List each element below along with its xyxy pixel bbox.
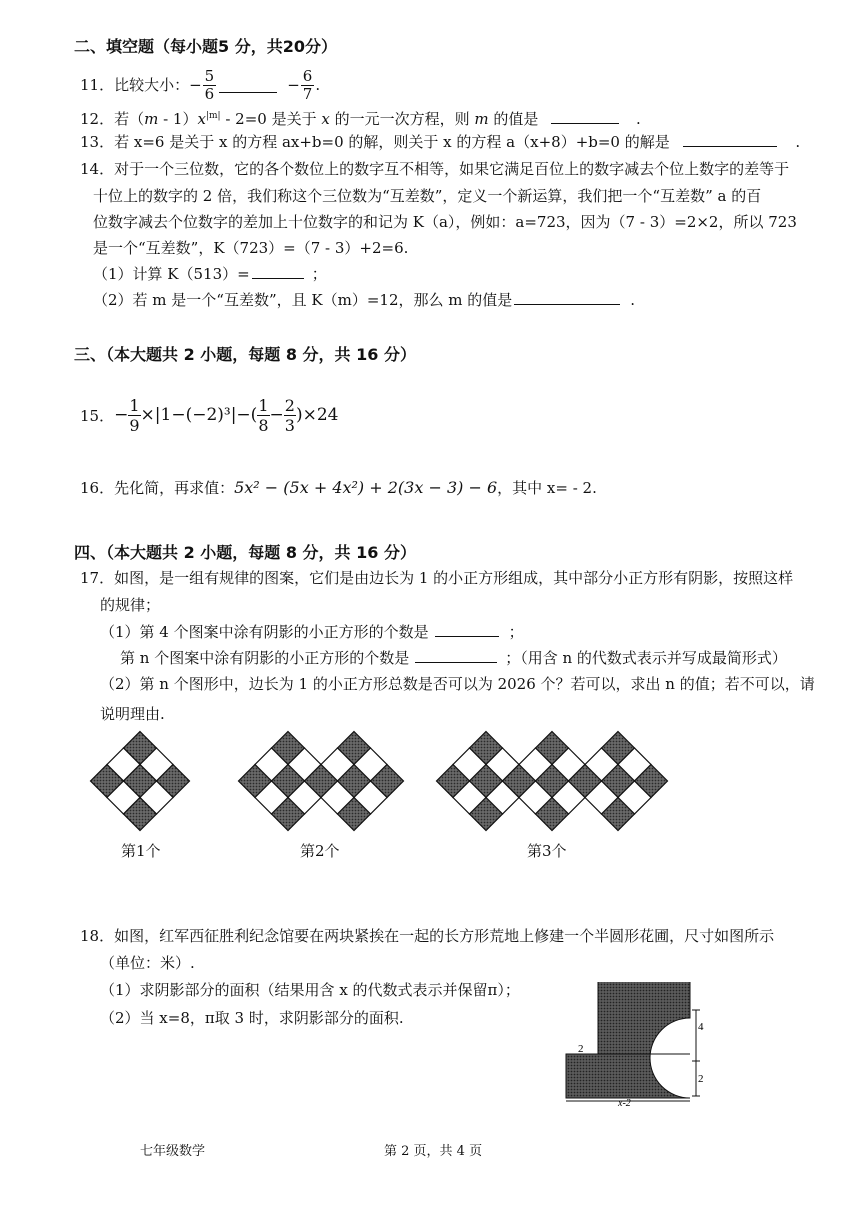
q11-f2-den: 7 xyxy=(302,84,313,103)
q15-fraction-1 xyxy=(128,396,140,435)
dim-label-4: 4 xyxy=(698,1021,704,1033)
q14-part-1 xyxy=(93,264,327,284)
q14-line-1: 14．对于一个三位数，它的各个数位上的数字互不相等，如果它满足百位上的数字减去个位上数字的差等于 xyxy=(80,160,790,178)
q11-fraction-1 xyxy=(203,68,217,103)
q11-fraction-2 xyxy=(301,68,315,103)
footer-page-number: 第 2 页，共 4 页 xyxy=(384,1144,483,1159)
q17-part-2b: 说明理由. xyxy=(100,705,165,723)
q15-f1-num: 1 xyxy=(129,395,140,415)
q13-text: 13．若 x=6 是关于 x 的方程 ax+b=0 的解，则关于 x 的方程 a（x+8）+b=0 的解是 xyxy=(80,133,670,151)
pattern-figures xyxy=(0,728,867,838)
q12-text-c: - 2=0 是关于 xyxy=(220,110,322,128)
q14-line-3: 位数字减去个位数字的差加上十位数字的和记为 K（a），例如：a=723，因为（7 - 3）=2×2，所以 723 xyxy=(93,213,797,231)
q17-part-1b xyxy=(120,648,787,668)
question-11 xyxy=(80,67,320,103)
q15-fraction-2 xyxy=(257,396,269,435)
q11-f1-den: 6 xyxy=(204,84,215,103)
dim-label-2-right: 2 xyxy=(698,1073,704,1085)
q17-part-1a xyxy=(100,622,524,642)
q18-line-1: 18．如图，红军西征胜利纪念馆要在两块紧挨在一起的长方形荒地上修建一个半圆形花圃，尺寸如图所示 xyxy=(80,927,775,945)
q12-var-x2: x xyxy=(321,110,330,128)
caption-figure-1: 第1个 xyxy=(121,842,161,860)
q14-part2-blank[interactable] xyxy=(514,290,620,305)
q13-end: . xyxy=(795,133,801,151)
question-16 xyxy=(80,478,597,498)
q11-answer-blank[interactable] xyxy=(219,78,277,93)
q12-text-d: 的一元一次方程，则 xyxy=(329,110,475,128)
q17-p1a-blank[interactable] xyxy=(435,622,499,637)
q12-text-e: 的值是 xyxy=(488,110,539,128)
q18-part-1: （1）求阴影部分的面积（结果用含 x 的代数式表示并保留π）； xyxy=(100,981,520,999)
q15-f3-num: 2 xyxy=(284,395,295,415)
q14-part2-text: （2）若 m 是一个“互差数”，且 K（m）=12，那么 m 的值是 xyxy=(93,291,513,309)
shaded-region xyxy=(566,982,690,1098)
dim-label-2-left: 2 xyxy=(578,1043,584,1055)
question-12 xyxy=(80,106,641,129)
q15-label: 15． xyxy=(80,406,115,425)
section-2-title: 二、填空题（每小题5 分，共20分） xyxy=(74,37,337,56)
q15-f2-den: 8 xyxy=(258,415,269,435)
q17-p1b-end: ；（用含 n 的代数式表示并写成最简形式） xyxy=(505,649,787,667)
q18-diagram xyxy=(558,982,708,1107)
q14-part1-blank[interactable] xyxy=(252,264,304,279)
q12-var-m: m xyxy=(144,110,159,128)
q15-f2-num: 1 xyxy=(258,395,269,415)
caption-figure-3: 第3个 xyxy=(527,842,567,860)
q15-f1-den: 9 xyxy=(129,415,140,435)
q12-exponent: |m| xyxy=(205,111,221,121)
q17-p1a-end: ； xyxy=(508,623,524,641)
q11-minus-1: − xyxy=(189,76,202,94)
q12-end: . xyxy=(635,110,641,128)
q12-text-a: 12．若（ xyxy=(80,110,145,128)
footer-subject: 七年级数学 xyxy=(140,1144,206,1159)
section-3-title: 三、（本大题共 2 小题，每题 8 分，共 16 分） xyxy=(74,345,416,364)
q12-answer-blank[interactable] xyxy=(551,109,619,124)
q12-var-x: x xyxy=(197,110,206,128)
q17-line-2: 的规律； xyxy=(100,596,161,614)
q15-f3-den: 3 xyxy=(284,415,295,435)
q17-p1b-blank[interactable] xyxy=(415,648,497,663)
caption-figure-2: 第2个 xyxy=(300,842,340,860)
dim-label-x-minus-2: x-2 xyxy=(618,1098,631,1107)
q17-part-2a: （2）第 n 个图形中，边长为 1 的小正方形总数是否可以为 2026 个？若可以，求出 n 的值；若不可以，请 xyxy=(100,675,815,693)
q16-expression: 5x² − (5x + 4x²) + 2(3x − 3) − 6 xyxy=(234,478,498,497)
section-4-title: 四、（本大题共 2 小题，每题 8 分，共 16 分） xyxy=(74,543,416,562)
q17-p1b-text: 第 n 个图案中涂有阴影的小正方形的个数是 xyxy=(120,649,410,667)
q11-minus-2: − xyxy=(287,76,300,94)
q18-part-2: （2）当 x=8，π取 3 时，求阴影部分的面积. xyxy=(100,1009,404,1027)
q14-part1-text: （1）计算 K（513）= xyxy=(93,265,250,283)
question-13 xyxy=(80,132,800,152)
q15-fraction-3 xyxy=(284,396,296,435)
q15-end: )×24 xyxy=(295,405,339,425)
q12-text-b: - 1） xyxy=(158,110,198,128)
q14-part1-end: ； xyxy=(311,265,327,283)
question-15 xyxy=(80,392,338,438)
q15-mid: ×|1−(−2)³|−( xyxy=(140,405,258,425)
q11-end: . xyxy=(315,76,321,94)
pattern-figure-1 xyxy=(91,732,190,831)
q15-minus-2: − xyxy=(269,405,284,425)
q11-f1-num: 5 xyxy=(204,66,215,85)
q11-f2-num: 6 xyxy=(302,66,313,85)
q18-line-2: （单位：米）. xyxy=(100,954,195,972)
q14-line-4: 是一个“互差数”，K（723）=（7 - 3）+2=6. xyxy=(93,239,409,257)
q16-tail: ，其中 x= - 2. xyxy=(497,479,597,497)
q17-line-1: 17．如图，是一组有规律的图案，它们是由边长为 1 的小正方形组成，其中部分小正方形有阴影，按照这样 xyxy=(80,569,794,587)
q14-line-2: 十位上的数字的 2 倍，我们称这个三位数为“互差数”，定义一个新运算，我们把一个“互差数” a 的百 xyxy=(93,187,762,205)
q11-label: 11．比较大小： xyxy=(80,76,190,94)
q16-label: 16．先化简，再求值： xyxy=(80,479,235,497)
q13-answer-blank[interactable] xyxy=(683,132,777,147)
pattern-figure-2 xyxy=(239,732,404,831)
q14-part2-end: . xyxy=(630,291,636,309)
pattern-figure-3 xyxy=(437,732,668,831)
q17-p1a-text: （1）第 4 个图案中涂有阴影的小正方形的个数是 xyxy=(100,623,429,641)
q12-var-m2: m xyxy=(474,110,489,128)
q14-part-2 xyxy=(93,290,635,310)
q15-minus: − xyxy=(114,405,129,425)
